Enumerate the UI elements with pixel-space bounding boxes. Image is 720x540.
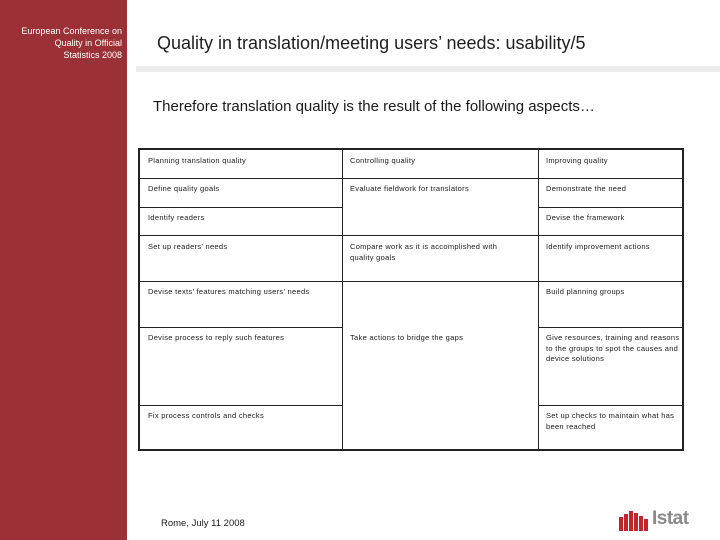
table-cell: Identify improvement actions [546,242,650,251]
table-cell: Devise the framework [546,213,625,222]
table-cell: Demonstrate the need [546,184,627,193]
row-divider [538,405,682,406]
sidebar-panel [0,0,127,540]
row-divider [538,327,682,328]
logo-bar [619,517,623,531]
table-cell: Compare work as it is accomplished with quality goals [350,242,498,262]
header-divider [140,178,682,179]
row-divider [140,281,682,282]
table-header-controlling: Controlling quality [350,156,416,165]
row-divider [538,207,682,208]
table-cell: Devise texts’ features matching users’ needs [148,287,310,296]
logo-bar [639,516,643,531]
logo-bar [629,511,633,531]
table-cell: Build planning groups [546,287,625,296]
table-cell: Set up readers’ needs [148,242,228,251]
logo-bar [634,513,638,531]
table-cell: Evaluate fieldwork for translators [350,184,469,193]
conference-label: European Conference on Quality in Official Statistics 2008 [21,26,122,60]
logo-text: Istat [652,508,689,529]
table-header-planning: Planning translation quality [148,156,247,165]
page-subtitle: Therefore translation quality is the result of the following aspects… [153,98,595,115]
row-divider [140,327,342,328]
table-cell: Define quality goals [148,184,220,193]
logo-bar [644,519,648,531]
table-cell: Give resources, training and reasons to the groups to spot the causes and device solutions [546,333,680,363]
table-cell: Take actions to bridge the gaps [350,333,464,342]
row-divider [140,207,342,208]
column-divider-1 [342,150,343,449]
quality-table [138,148,684,451]
logo-bar [624,514,628,531]
table-cell: Set up checks to maintain what has been reached [546,411,675,431]
table-cell: Devise process to reply such features [148,333,285,342]
footer-date: Rome, July 11 2008 [161,518,245,529]
table-cell: Identify readers [148,213,205,222]
table-cell: Fix process controls and checks [148,411,265,420]
page-title: Quality in translation/meeting users’ needs: usability/5 [157,33,586,53]
row-divider [140,235,682,236]
istat-logo [619,507,711,533]
table-header-improving: Improving quality [546,156,608,165]
title-divider [136,66,720,72]
row-divider [140,405,342,406]
